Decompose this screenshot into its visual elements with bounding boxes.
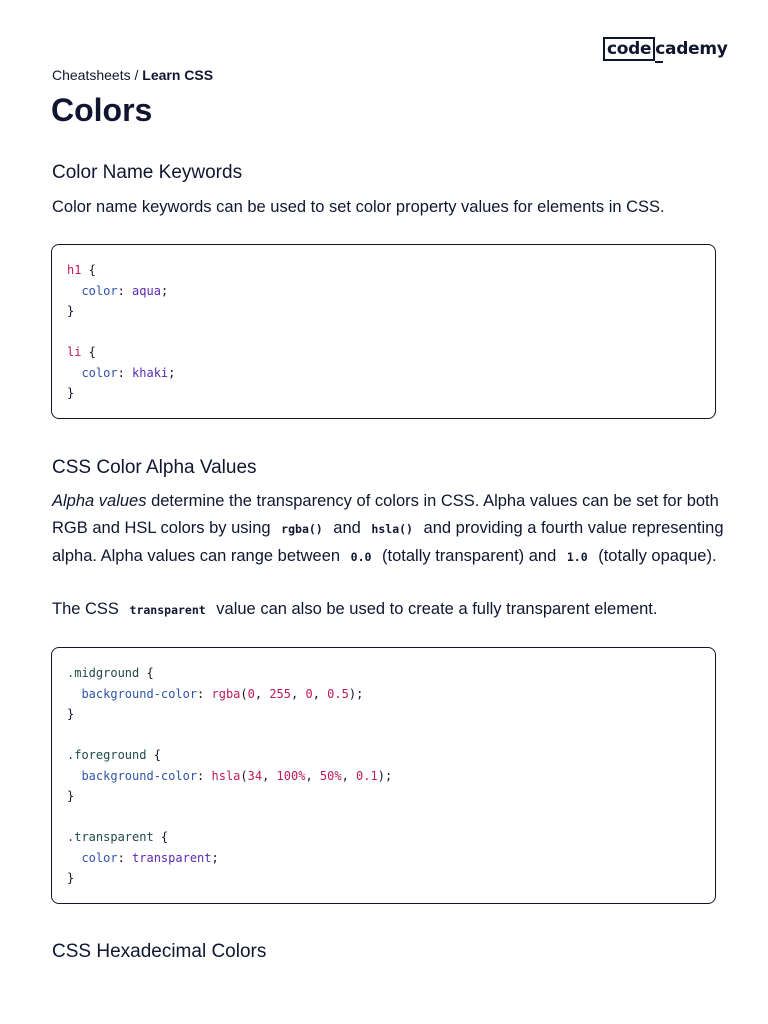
logo-box-text: code [603, 37, 655, 61]
code-selector: li [67, 345, 82, 359]
breadcrumb-current: Learn CSS [142, 67, 214, 83]
section-paragraph: The CSS transparent value can also be used to create a fully transparent element. [52, 600, 658, 618]
breadcrumb-separator: / [130, 67, 143, 83]
emphasis-text: Alpha values [52, 492, 147, 510]
inline-code: rgba() [281, 522, 323, 536]
breadcrumb [52, 67, 213, 83]
inline-code: 0.0 [350, 550, 372, 564]
code-property: color [81, 283, 118, 298]
code-selector: .midground [67, 666, 140, 680]
page-title: Colors [51, 92, 153, 128]
inline-code: transparent [129, 603, 206, 617]
inline-code: 1.0 [566, 550, 588, 564]
code-value: transparent [132, 850, 212, 865]
section-title-css-hexadecimal-colors: CSS Hexadecimal Colors [52, 941, 267, 962]
code-function: rgba [211, 686, 241, 701]
logo-rest-text: cademy [655, 39, 727, 59]
code-property: color [81, 365, 118, 380]
code-selector: .foreground [67, 748, 147, 762]
code-block: h1 { color: aqua; } li { color: khaki; } [51, 244, 716, 419]
inline-code: hsla() [371, 522, 413, 536]
code-property: color [81, 850, 118, 865]
breadcrumb-parent-link[interactable]: Cheatsheets [52, 67, 131, 83]
logo-cursor [655, 61, 663, 63]
code-property: background-color [81, 768, 198, 783]
section-paragraph: Alpha values determine the transparency of colors in CSS. Alpha values can be set for both RGB and HSL colors by using rgba() and hsla() and providing a fourth value representing alpha. Alpha values can range between 0.0 (totally transparent) and 1.0 (totally opaque). [52, 492, 724, 565]
code-value: aqua [132, 283, 161, 298]
code-selector: .transparent [67, 830, 154, 844]
code-value: khaki [132, 365, 169, 380]
code-property: background-color [81, 686, 198, 701]
codecademy-logo[interactable] [603, 37, 728, 61]
section-title-color-name-keywords: Color Name Keywords [52, 162, 243, 183]
section-description: Color name keywords can be used to set color property values for elements in CSS. [52, 198, 665, 216]
section-title-css-color-alpha-values: CSS Color Alpha Values [52, 457, 257, 478]
code-selector: h1 [67, 263, 82, 277]
code-block: .midground { background-color: rgba(0, 255, 0, 0.5); } .foreground { background-color: hsla(34, 100%, 50%, 0.1); } .transparent { color: transparent; } [51, 647, 716, 904]
code-function: hsla [211, 768, 241, 783]
